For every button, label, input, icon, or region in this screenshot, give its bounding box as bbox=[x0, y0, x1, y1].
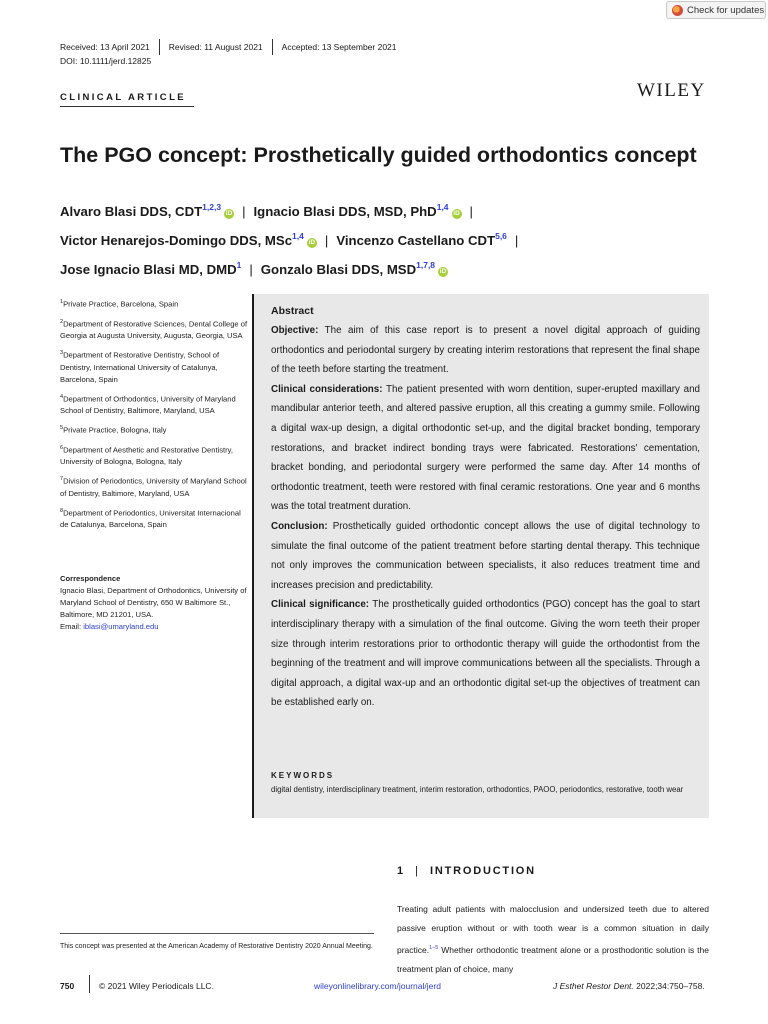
divider bbox=[272, 39, 273, 55]
author[interactable]: Gonzalo Blasi DDS, MSD$^{1,7,8}$iD bbox=[260, 259, 447, 278]
article-title: The PGO concept: Prosthetically guided orthodontics concept bbox=[60, 143, 697, 167]
intro-heading: 1 | INTRODUCTION bbox=[397, 865, 536, 877]
section-underline bbox=[60, 106, 194, 107]
section-label: CLINICAL ARTICLE bbox=[60, 92, 187, 103]
publisher-logo: WILEY bbox=[637, 80, 706, 101]
received-date: Received: 13 April 2021 bbox=[60, 42, 150, 52]
keywords-list: digital dentistry, interdisciplinary treatment, interim restoration, orthodontics, PAOO, periodontics, restorative, tooth wear bbox=[271, 785, 684, 794]
correspondence-label: Correspondence bbox=[60, 574, 121, 583]
affiliation: $^2$Department of Restorative Sciences, Dental College of Georgia at Augusta University, Augusta, Georgia, USA bbox=[60, 318, 248, 341]
orcid-icon[interactable]: iD bbox=[453, 210, 460, 218]
affiliation: $^3$Department of Restorative Dentistry, School of Dentistry, International University of Catalunya, Barcelona, Spain bbox=[60, 350, 220, 384]
correspondence-address: Ignacio Blasi, Department of Orthodontics, University of Maryland School of Dentistry, 650 W Baltimore St., Baltimore, MD 21201, USA. bbox=[60, 586, 247, 619]
author[interactable]: Victor Henarejos-Domingo DDS, MSc$^{1,4}$iD bbox=[60, 230, 316, 249]
intro-paragraph: Treating adult patients with malocclusion and undersized teeth due to altered passive eruption without or with tooth wear is a common situation in daily practice.$^{1-5}$ Whether orthodontic treatment alone or a prosthodontic solution is the treatment plan of choice, many bbox=[397, 904, 709, 974]
page-number: 750 bbox=[60, 981, 75, 991]
revised-date: Revised: 11 August 2021 bbox=[168, 42, 263, 52]
email-label: Email: bbox=[60, 622, 82, 631]
divider bbox=[159, 39, 160, 55]
footer-divider bbox=[89, 975, 90, 993]
abstract-rule bbox=[252, 294, 254, 818]
abstract-clinical-significance: Clinical significance: The prosthetically guided orthodontics (PGO) concept has the goal to start interdisciplinary therapy with a simulation of the final outcome. Giving the worn teeth their proper size through interim restorations prior to orthodontic therapy will guide the orthodontist from the beginning of the treatment and will improve communications between all the specialists. Through a digital approach, a digital wax-up and an orthodontic digital set-up the objectives of treatment can be established early on. bbox=[271, 599, 701, 709]
keywords-label: KEYWORDS bbox=[271, 771, 335, 780]
article-dates bbox=[60, 39, 397, 55]
check-for-updates-button[interactable] bbox=[666, 1, 766, 19]
copyright: © 2021 Wiley Periodicals LLC. bbox=[99, 981, 214, 991]
orcid-icon[interactable]: iD bbox=[439, 268, 447, 276]
check-for-updates-label: Check for updates bbox=[687, 4, 765, 16]
abstract-heading: Abstract bbox=[271, 305, 314, 317]
accepted-date: Accepted: 13 September 2021 bbox=[281, 42, 397, 52]
orcid-icon[interactable]: iD bbox=[308, 239, 316, 247]
abstract bbox=[271, 302, 700, 713]
orcid-icon[interactable]: iD bbox=[225, 210, 233, 218]
author[interactable]: Alvaro Blasi DDS, CDT$^{1,2,3}$iD bbox=[60, 202, 233, 220]
affiliation: $^4$Department of Orthodontics, University of Maryland School of Dentistry, Baltimore, Maryland, USA bbox=[60, 393, 236, 416]
author-list: Alvaro Blasi DDS, CDT$^{1,2,3}$iD | Ignacio Blasi DDS, MSD, PhD$^{1,4}$iD | Victor Henarejos-Domingo DDS, MSc$^{1,4}$iD | Vincenzo Castellano CDT$^{5,6}$ | Jose Ignacio Blasi MD, DMD$^1$ | Gonzalo Blasi DDS, MSD$^{1,7,8}$iD bbox=[60, 202, 519, 278]
author[interactable]: Vincenzo Castellano CDT$^{5,6}$ bbox=[336, 230, 507, 249]
doi[interactable]: DOI: 10.1111/jerd.12825 bbox=[60, 56, 152, 66]
keywords bbox=[271, 770, 691, 796]
footnote: This concept was presented at the American Academy of Restorative Dentistry 2020 Annual Meeting. bbox=[60, 943, 373, 950]
author[interactable]: Jose Ignacio Blasi MD, DMD$^1$ bbox=[60, 259, 242, 278]
correspondence bbox=[60, 573, 248, 633]
email-link[interactable]: iblasi@umaryland.edu bbox=[83, 622, 159, 631]
reference-link[interactable]: 1–5 bbox=[429, 944, 439, 951]
journal-citation: J Esthet Restor Dent. 2022;34:750–758. bbox=[553, 981, 705, 991]
journal-website-link[interactable]: wileyonlinelibrary.com/journal/jerd bbox=[314, 981, 441, 991]
affiliation: $^1$Private Practice, Barcelona, Spain bbox=[60, 299, 179, 309]
abstract-objective: Objective: The aim of this case report is to present a novel digital approach of guiding orthodontics and periodontal surgery by creating interim restorations that represent the final shape of the teeth before starting the treatment. bbox=[271, 325, 701, 376]
footnote-rule bbox=[60, 933, 374, 934]
affiliation: $^8$Department of Periodontics, Universitat Internacional de Catalunya, Barcelona, Spain bbox=[60, 507, 241, 530]
affiliation: $^5$Private Practice, Bologna, Italy bbox=[60, 425, 167, 435]
abstract-conclusion: Conclusion: Prosthetically guided orthodontic concept allows the use of digital technology to simulate the final outcome of the patient treatment before starting dental therapy. This technique not only improves the communication between specialists, it also reduces treatment time and increases precision and predictability. bbox=[271, 520, 700, 591]
abstract-clinical-considerations: Clinical considerations: The patient presented with worn dentition, super-erupted maxillary and mandibular anterior teeth, and altered passive eruption, all this creating a gummy smile. Following a digital wax-up design, a digital orthodontic set-up, and the digital bracket bonding, temporary restorations, and bracket indirect bonding trays were fabricated. Restorations' cementation, bracket bonding, and periodontal surgery were performed the same day. After 14 months of orthodontic treatment, teeth were restored with final ceramic restorations. One year and 6 months was the total treatment duration. bbox=[271, 383, 700, 513]
affiliation: $^7$Division of Periodontics, University of Maryland School of Dentistry, Baltimore, Maryland, USA bbox=[60, 476, 247, 498]
author[interactable]: Ignacio Blasi DDS, MSD, PhD$^{1,4}$iD bbox=[253, 202, 460, 220]
affiliation: $^6$Department of Aesthetic and Restorative Dentistry, University of Bologna, Bologna, Italy bbox=[60, 444, 234, 467]
affiliations bbox=[60, 296, 248, 536]
crossmark-icon bbox=[672, 5, 683, 16]
